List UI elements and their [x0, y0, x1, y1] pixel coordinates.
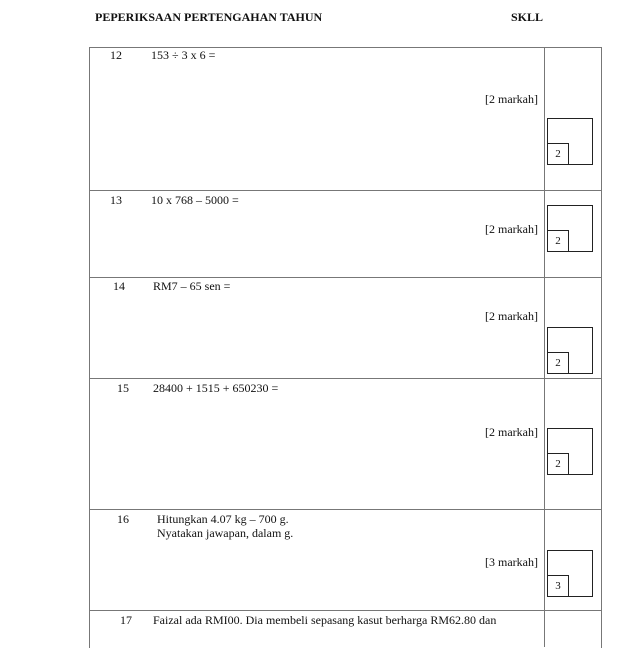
question-number: 15: [117, 381, 129, 395]
question-text: 28400 + 1515 + 650230 =: [153, 381, 279, 395]
score-value: 2: [548, 453, 569, 474]
marks-column-divider: [544, 47, 545, 647]
question-number: 13: [110, 193, 122, 207]
school-code: SKLL: [511, 10, 544, 24]
question-number: 14: [113, 279, 125, 293]
question-number: 12: [110, 48, 122, 62]
score-box: [547, 428, 593, 475]
question-text-line-2: Nyatakan jawapan, dalam g.: [157, 526, 294, 540]
row-divider: [89, 610, 601, 611]
score-box: [547, 327, 593, 374]
marks-label: [2 markah]: [485, 425, 538, 439]
question-text: RM7 – 65 sen =: [153, 279, 231, 293]
marks-label: [2 markah]: [485, 309, 538, 323]
question-text: Faizal ada RMI00. Dia membeli sepasang kasut berharga RM62.80 dan: [153, 613, 497, 627]
marks-label: [3 markah]: [485, 555, 538, 569]
row-divider: [89, 190, 601, 191]
score-box: [547, 550, 593, 597]
question-text: 153 ÷ 3 x 6 =: [151, 48, 216, 62]
row-divider: [89, 378, 601, 379]
exam-title: PEPERIKSAAN PERTENGAHAN TAHUN: [95, 10, 323, 24]
score-box: [547, 205, 593, 252]
marks-label: [2 markah]: [485, 92, 538, 106]
question-number: 17: [120, 613, 132, 627]
question-number: 16: [117, 512, 129, 526]
row-divider: [89, 277, 601, 278]
score-value: 3: [548, 575, 569, 596]
score-value: 2: [548, 352, 569, 373]
score-value: 2: [548, 143, 569, 164]
question-text: Hitungkan 4.07 kg – 700 g.: [157, 512, 289, 526]
marks-label: [2 markah]: [485, 222, 538, 236]
score-box: [547, 118, 593, 165]
score-value: 2: [548, 230, 569, 251]
question-text: 10 x 768 – 5000 =: [151, 193, 239, 207]
row-divider: [89, 509, 601, 510]
